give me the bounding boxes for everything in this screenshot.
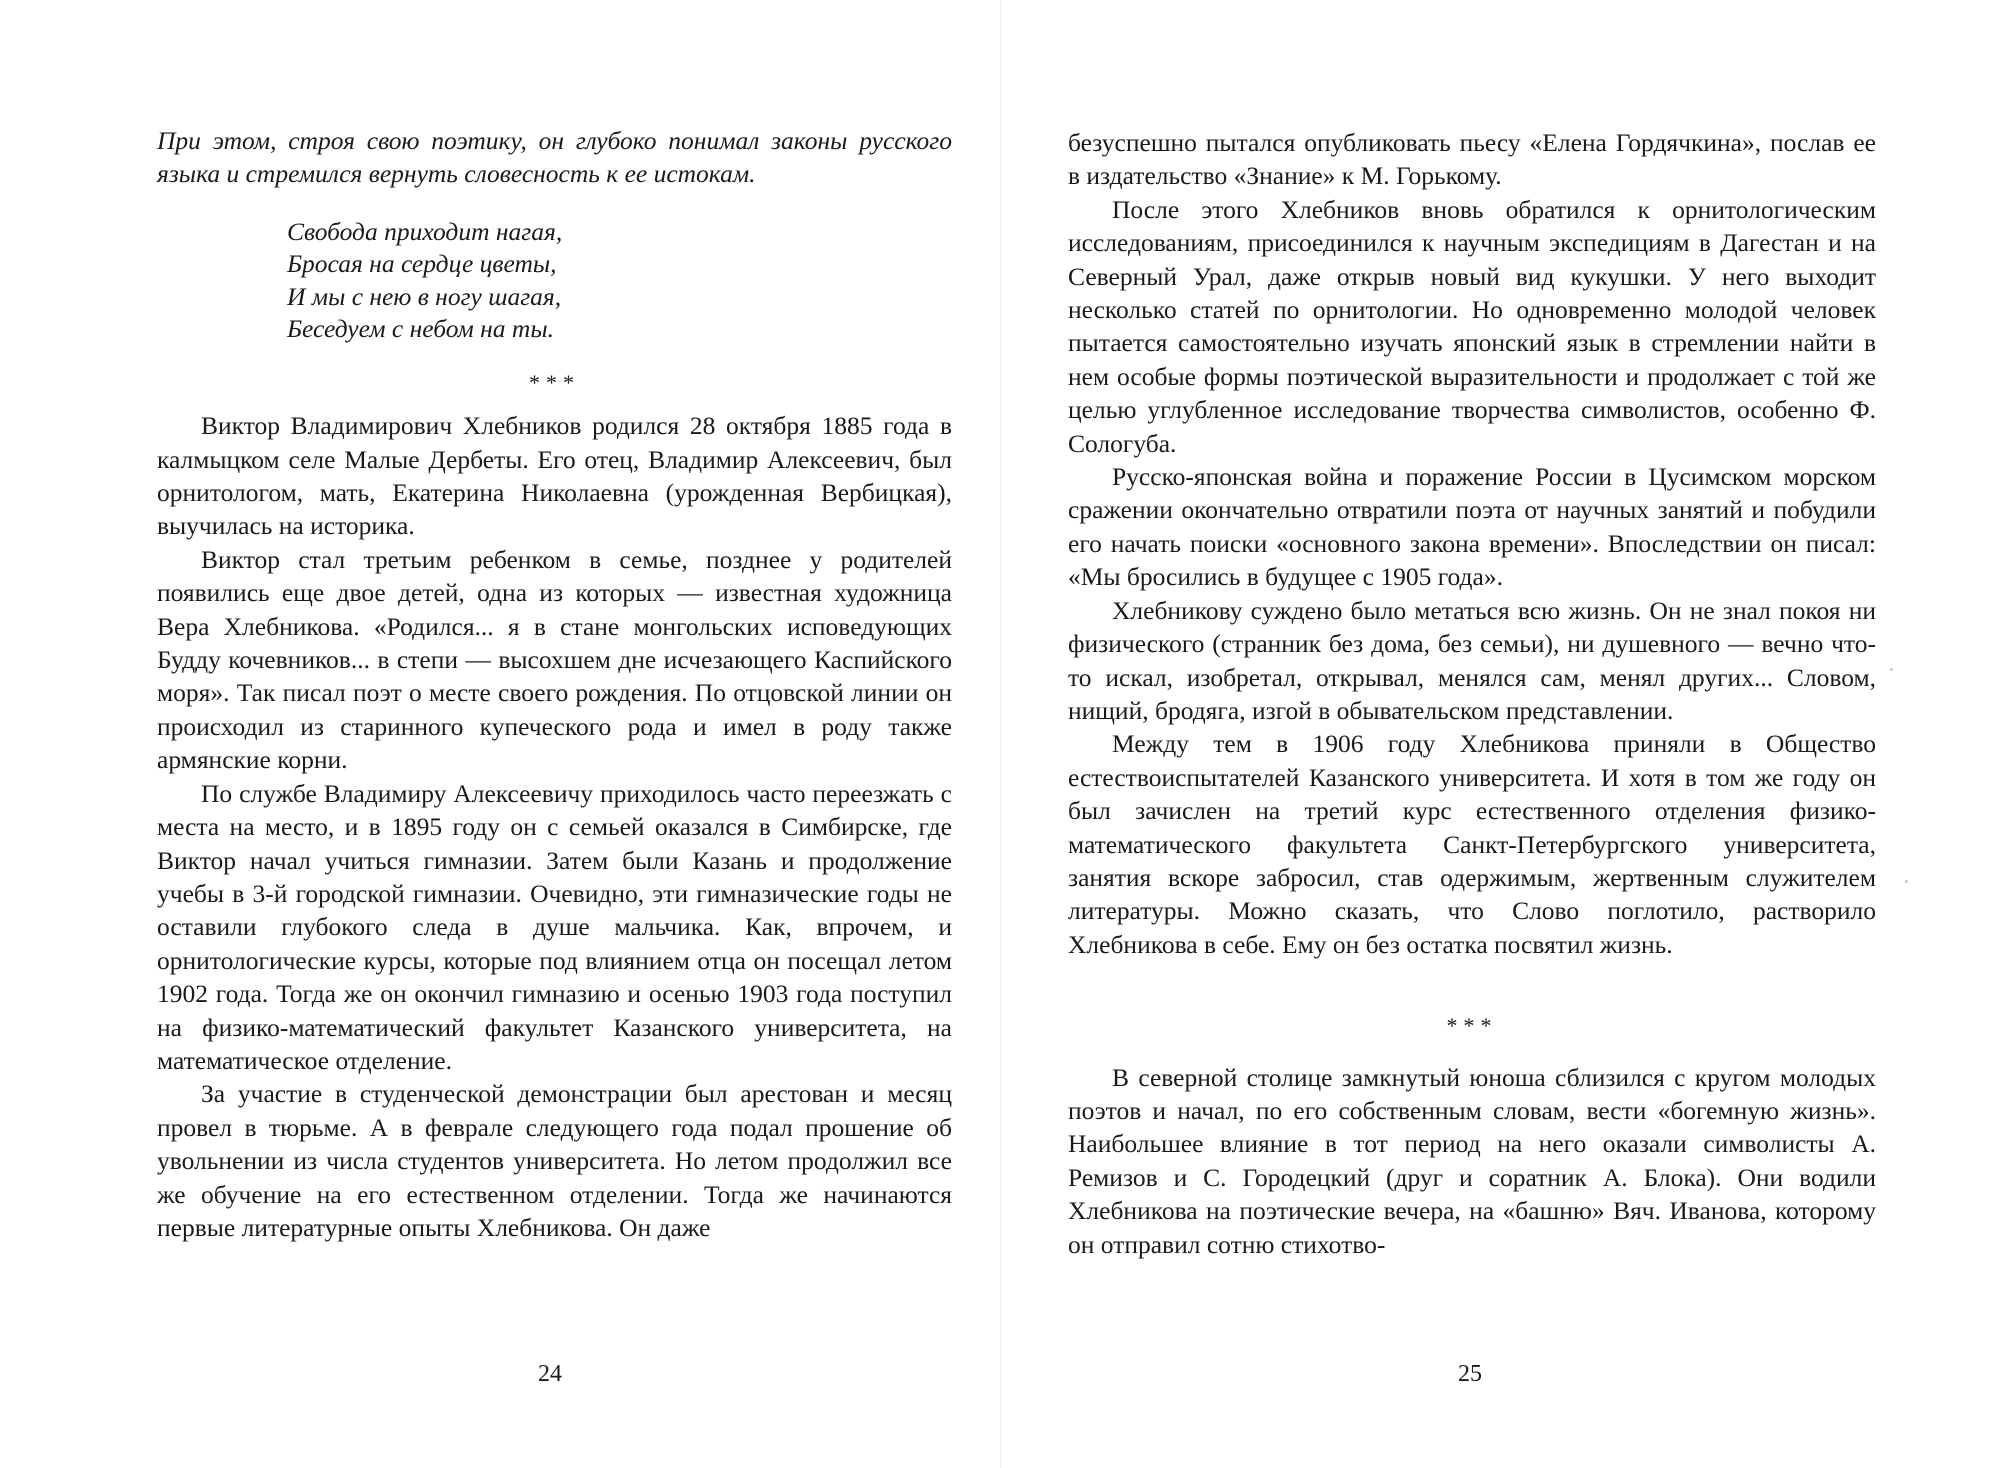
paragraph: Хлебникову суждено было метаться всю жизнь. Он не знал покоя ни физического (странник без дома, без семьи), ни душевного — вечно что-то искал, изобретал, открывал, менялся сам, менял других... Словом, нищий, бродяга, изгой в обывательском представлении. [1068, 595, 1876, 725]
intro-paragraph: При этом, строя свою поэтику, он глубоко понимал законы русского языка и стремился вернуть словесность к ее истокам. [157, 126, 952, 189]
paragraph: После этого Хлебников вновь обратился к орнитологическим исследованиям, присоединился к научным экспедициям в Дагестан и на Северный Урал, даже открыв новый вид кукушки. У него выходит несколько статей по орнитологии. Но одновременно молодой человек пытается самостоятельно изучать японский язык в стремлении найти в нем особые формы поэтической выразительности и продолжает с той же целью углубленное исследование творчества символистов, особенно Ф. Сологуба. [1068, 194, 1876, 458]
poem [287, 216, 952, 346]
section-separator: *** [1446, 1013, 1498, 1039]
poem-line: Бросая на сердце цветы, [287, 249, 557, 279]
paragraph: По службе Владимиру Алексеевичу приходилось часто переезжать с места на место, и в 1895 году он с семьей оказался в Симбирске, где Виктор начал учиться гимназии. Затем были Казань и продолжение учебы в 3-й городской гимназии. Очевидно, эти гимназические годы не оставили глубокого следа в душе мальчика. Как, впрочем, и орнитологические курсы, которые под влиянием отца он посещал летом 1902 года. Тогда же он окончил гимназию и осенью 1903 года поступил на физико-математический факультет Казанского университета, на математическое отделение. [157, 778, 952, 1075]
poem-line: Беседуем с небом на ты. [287, 314, 554, 344]
page-number: 24 [538, 1361, 562, 1387]
paragraph: В северной столице замкнутый юноша сблизился с кругом молодых поэтов и начал, по его собственным словам, вести «богемную жизнь». Наибольшее влияние в тот период на него оказали символисты А. Ремизов и С. Городецкий (друг и соратник А. Блока). Они водили Хлебникова на поэтические вечера, на «башню» Вяч. Иванова, которому он отправил сотню стихотво- [1068, 1062, 1876, 1259]
right-page [1000, 0, 2000, 1468]
paragraph: За участие в студенческой демонстрации был арестован и месяц провел в тюрьме. А в феврале следующего года подал прошение об увольнении из числа студентов университета. Но летом продолжил все же обучение на его естественном отделении. Тогда же начинаются первые литературные опыты Хлебникова. Он даже [157, 1079, 952, 1242]
page-number: 25 [1458, 1361, 1482, 1387]
paragraph: Виктор Владимирович Хлебников родился 28 октября 1885 года в калмыцком селе Малые Дербеты. Его отец, Владимир Алексеевич, был орнитологом, мать, Екатерина Николаевна (урожденная Вербицкая), выучилась на историка. [157, 411, 952, 541]
section-separator: *** [529, 369, 580, 395]
paragraph: Русско-японская война и поражение России в Цусимском морском сражении окончательно отвратили поэта от научных занятий и побудили его начать поиски «основного закона времени». Впоследствии он писал: «Мы бросились в будущее с 1905 года». [1068, 462, 1876, 592]
poem-line: И мы с нею в ногу шагая, [287, 281, 562, 311]
paragraph: Между тем в 1906 году Хлебникова приняли в Общество естествоиспытателей Казанского университета. И хотя в том же году он был зачислен на третий курс естественного отделения физико-математического факультета Санкт-Петербургского университета, занятия вскоре забросил, став одержимым, жертвенным служителем литературы. Можно сказать, что Слово поглотило, растворило Хлебникова в себе. Ему он без остатка посвятил жизнь. [1068, 729, 1876, 959]
right-page-text [1068, 126, 1876, 1261]
poem-line: Свобода приходит нагая, [287, 216, 563, 246]
paper-speck [1890, 668, 1893, 671]
left-page-text [157, 124, 952, 1244]
paper-speck [1905, 880, 1908, 883]
paragraph: безуспешно пытался опубликовать пьесу «Елена Гордячкина», послав ее в издательство «Знание» к М. Горькому. [1068, 128, 1876, 191]
paragraph: Виктор стал третьим ребенком в семье, позднее у родителей появились еще двое детей, одна из которых — известная художница Вера Хлебникова. «Родился... я в стане монгольских исповедующих Будду кочевников... в степи — высохшем дне исчезающего Каспийского моря». Так писал поэт о месте своего рождения. По отцовской линии он происходил из старинного купеческого рода и имел в роду также армянские корни. [157, 544, 952, 775]
